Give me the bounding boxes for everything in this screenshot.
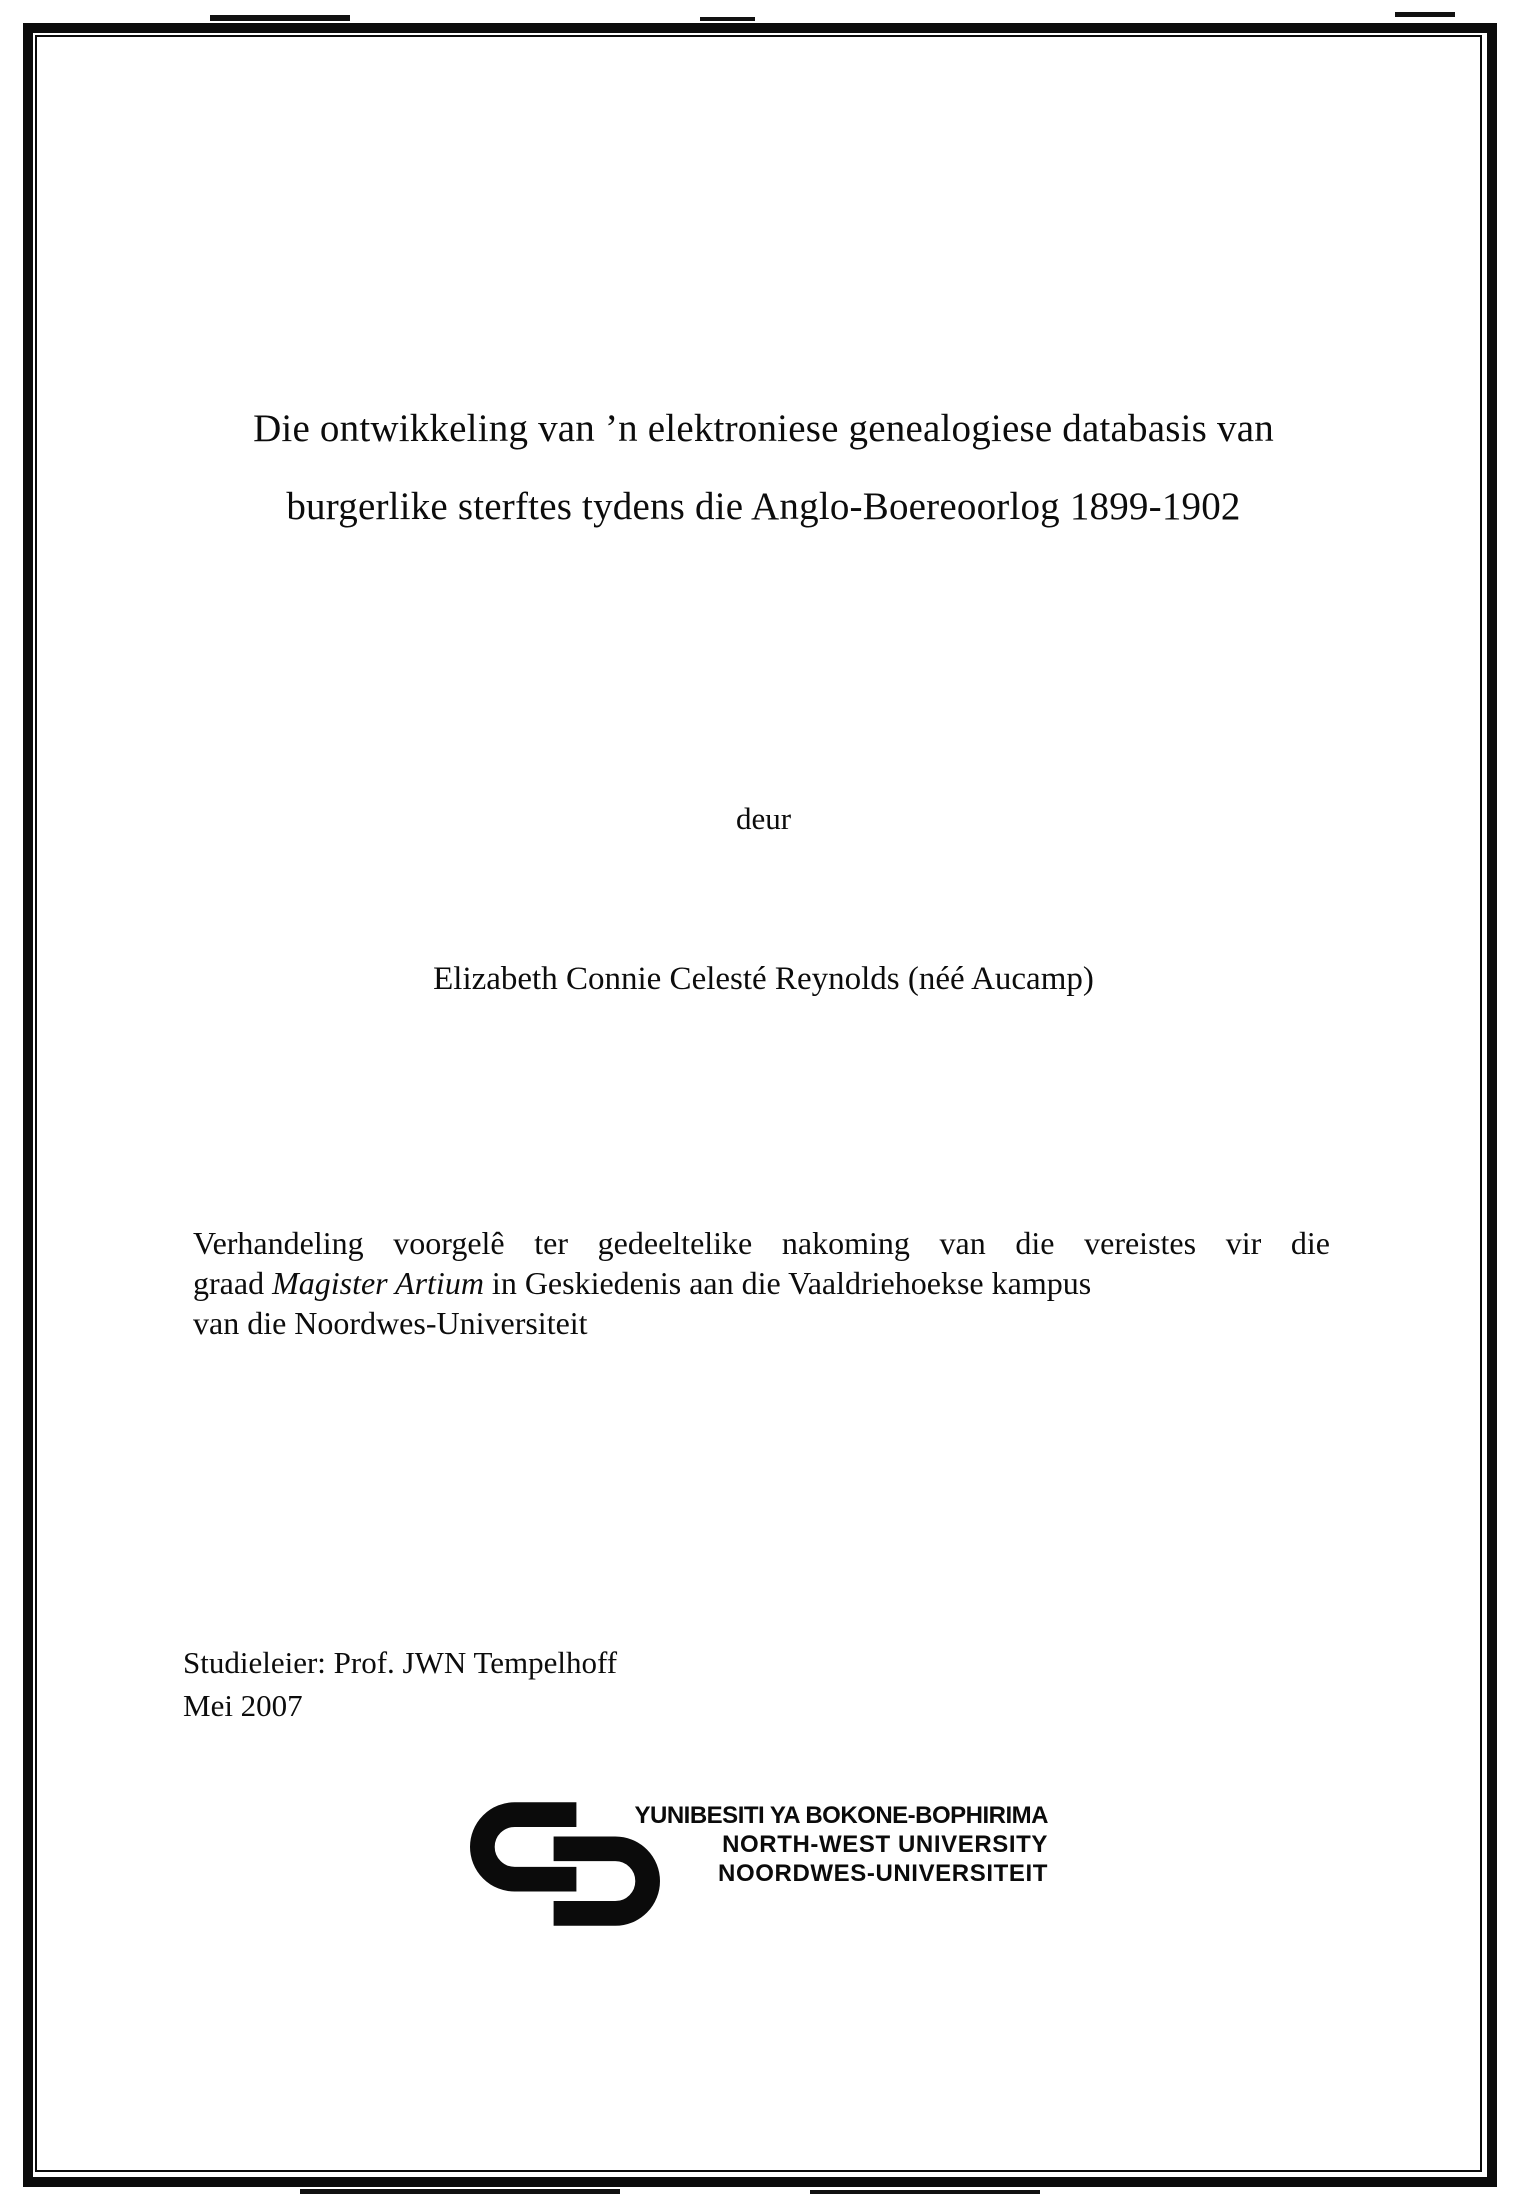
degree-declaration	[193, 1223, 1330, 1343]
thesis-title-line1: Die ontwikkeling van ’n elektroniese genealogiese databasis van	[253, 407, 1274, 450]
logo-line-setswana: YUNIBESITI YA BOKONE-BOPHIRIMA	[634, 1802, 1048, 1829]
university-logo-text	[500, 1801, 1048, 1888]
thesis-title	[100, 390, 1427, 546]
byline-label: deur	[735, 801, 792, 836]
declaration-line1: Verhandeling voorgelê ter gedeeltelike nakoming van die vereistes vir die	[193, 1225, 1330, 1261]
declaration-line2	[193, 1263, 1330, 1303]
declaration-line2-suffix: in Geskiedenis aan die Vaaldriehoekse kampus	[483, 1265, 1092, 1301]
logo-line-english: NORTH-WEST UNIVERSITY	[722, 1831, 1048, 1858]
declaration-line2-prefix: graad	[193, 1265, 273, 1301]
declaration-line3: van die Noordwes-Universiteit	[193, 1305, 588, 1341]
supervisor-block	[183, 1641, 617, 1727]
scan-artifact	[810, 2190, 1040, 2194]
university-logo	[470, 1801, 1070, 1931]
thesis-title-line2: burgerlike sterftes tydens die Anglo-Boereoorlog 1899-1902	[286, 485, 1241, 528]
logo-line-afrikaans: NOORDWES-UNIVERSITEIT	[718, 1860, 1048, 1887]
author-name: Elizabeth Connie Celesté Reynolds (néé Aucamp)	[433, 961, 1094, 997]
supervisor-line: Studieleier: Prof. JWN Tempelhoff	[183, 1645, 618, 1680]
scan-artifact	[210, 15, 350, 21]
scan-artifact	[700, 17, 755, 21]
scan-artifact	[1395, 12, 1455, 17]
scan-artifact	[300, 2189, 620, 2194]
degree-name-italic: Magister Artium	[272, 1265, 484, 1301]
date-line: Mei 2007	[183, 1688, 303, 1723]
